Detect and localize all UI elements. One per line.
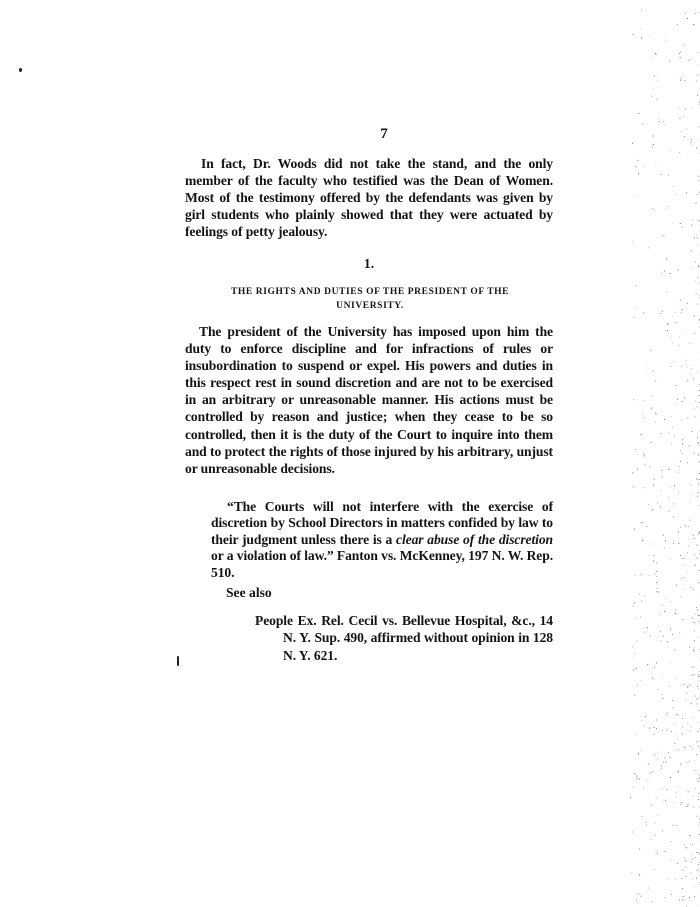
page-number: 7: [380, 126, 388, 142]
quote-emphasis: clear abuse of the discretion: [396, 531, 553, 547]
paragraph-president-duties: The president of the University has imposed upon him the duty to enforce discipline and for infractions of rules or insubordination to suspend or expel. His powers and duties in this respect rest in sound discretion and are not to be exercised in an arbitrary or unreasonable manner. His actions must be controlled by reason and justice; when they cease to be so controlled, then it is the duty of the Court to inquire into them and to protect the rights of those injured by his arbitrary, unjust or unreasonable decisions.: [185, 324, 553, 476]
section-number: 1.: [363, 256, 375, 271]
block-quote: [211, 499, 553, 581]
quote-text-before: “The Courts will not interfere with the exercise of discretion by School Directors in matters confided by law to their judgment unless there is a: [211, 499, 553, 547]
scan-speck: [177, 656, 179, 666]
see-also-label: See also: [226, 585, 272, 600]
scan-speck: [19, 68, 22, 72]
quote-text-after: or a violation of law.” Fanton vs. McKenney, 197 N. W. Rep. 510.: [211, 548, 553, 580]
case-citation: People Ex. Rel. Cecil vs. Bellevue Hospital, &c., 14 N. Y. Sup. 490, affirmed without opinion in 128 N. Y. 621.: [255, 613, 553, 663]
section-heading: THE RIGHTS AND DUTIES OF THE PRESIDENT OF THE UNIVERSITY.: [230, 287, 510, 311]
paragraph-intro: In fact, Dr. Woods did not take the stand, and the only member of the faculty who testified was the Dean of Women. Most of the testimony offered by the defendants was given by girl students who plainly showed that they were actuated by feelings of petty jealousy.: [185, 156, 553, 240]
